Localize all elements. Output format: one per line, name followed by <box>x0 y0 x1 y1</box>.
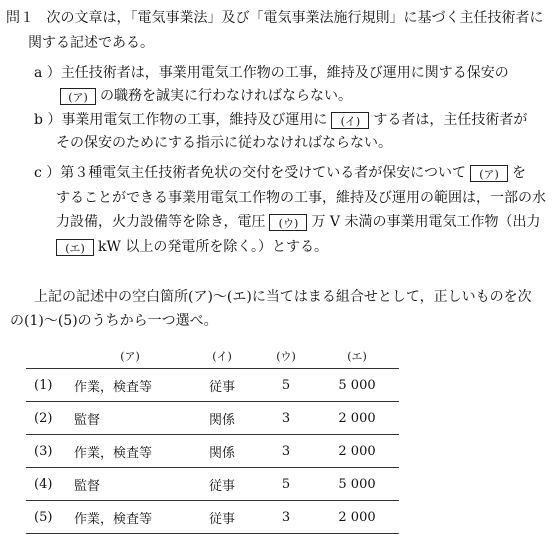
item-c-line1-before: c ）第３種電気主任技術者免状の交付を受けている者が保安について <box>34 165 467 181</box>
cell-i: 関係 <box>208 412 235 428</box>
header-i: (イ) <box>212 350 232 363</box>
item-b-line1-before: b ）事業用電気工作物の工事，維持及び運用に <box>34 112 328 128</box>
cell-e: 5 000 <box>338 377 376 393</box>
cell-a: 監督 <box>74 412 101 428</box>
header-a: (ア) <box>120 350 140 363</box>
blank-a2-box: (ア) <box>470 165 508 182</box>
blank-e-box: (エ) <box>56 239 94 256</box>
item-c-line3-before: 力設備，火力設備等を除き，電圧 <box>56 214 266 230</box>
item-c-line4-after: kW 以上の発電所を除く。）とする。 <box>98 239 329 255</box>
prompt-line1: 上記の記述中の空白箇所(ア)～(エ)に当てはまる組合せとして，正しいものを次 <box>34 289 532 305</box>
cell-i: 従事 <box>208 511 235 527</box>
cell-a: 作業，検査等 <box>74 379 153 395</box>
table-row[interactable] <box>26 402 399 435</box>
cell-a: 作業，検査等 <box>74 511 153 527</box>
blank-u-box: (ウ) <box>269 214 307 231</box>
cell-i: 従事 <box>208 478 235 494</box>
answer-table <box>26 344 399 534</box>
item-b-line1 <box>34 110 527 130</box>
cell-e: 5 000 <box>338 476 376 492</box>
choice-number: (1) <box>34 377 53 393</box>
table-row[interactable] <box>26 501 399 534</box>
question-number: 問１ <box>6 10 34 26</box>
cell-i: 従事 <box>208 379 235 395</box>
prompt-line2: の(1)～(5)のうちから一つ選べ。 <box>10 313 218 329</box>
cell-u: 3 <box>281 410 291 426</box>
item-c-line3-after: 万 V 未満の事業用電気工作物（出力 <box>311 214 541 230</box>
item-a-line1: a ）主任技術者は，事業用電気工作物の工事，維持及び運用に関する保安の <box>34 65 509 81</box>
header-e: (エ) <box>347 350 367 363</box>
cell-u: 3 <box>281 509 291 525</box>
table-header-row <box>26 344 399 369</box>
header-u: (ウ) <box>276 350 296 363</box>
table-row[interactable] <box>26 369 399 402</box>
blank-i-box: (イ) <box>331 112 369 129</box>
cell-a: 作業，検査等 <box>74 445 153 461</box>
cell-u: 5 <box>281 377 291 393</box>
item-a-line2-text: の職務を誠実に行わなければならない。 <box>100 88 352 104</box>
choice-number: (4) <box>34 476 53 492</box>
cell-u: 5 <box>281 476 291 492</box>
choice-number: (3) <box>34 443 53 459</box>
choice-number: (2) <box>34 410 53 426</box>
table-row[interactable] <box>26 435 399 468</box>
cell-i: 関係 <box>208 445 235 461</box>
question-intro-line1 <box>6 8 543 28</box>
cell-e: 2 000 <box>338 443 376 459</box>
item-c-line3 <box>56 212 540 232</box>
cell-e: 2 000 <box>338 410 376 426</box>
cell-a: 監督 <box>74 478 101 494</box>
question-intro-line2: 関する記述である。 <box>28 35 154 51</box>
cell-e: 2 000 <box>338 509 376 525</box>
item-b-line1-after: する者は，主任技術者が <box>373 112 528 128</box>
blank-a-box: (ア) <box>60 88 96 105</box>
item-c-line1-after: を <box>512 165 527 181</box>
table-row[interactable] <box>26 468 399 501</box>
item-c-line1 <box>34 163 526 183</box>
cell-u: 3 <box>281 443 291 459</box>
item-c-line4 <box>56 237 328 257</box>
intro-text: 次の文章は，「電気事業法」及び「電気事業法施行規則」に基づく主任技術者に <box>46 10 544 26</box>
choice-number: (5) <box>34 509 53 525</box>
item-c-line2: することができる事業用電気工作物の工事，維持及び運用の範囲は，一部の水 <box>56 190 546 206</box>
header-blank <box>26 344 73 369</box>
item-a-line2 <box>56 86 352 106</box>
item-b-line2: その保安のためにする指示に従わなければならない。 <box>56 135 392 151</box>
